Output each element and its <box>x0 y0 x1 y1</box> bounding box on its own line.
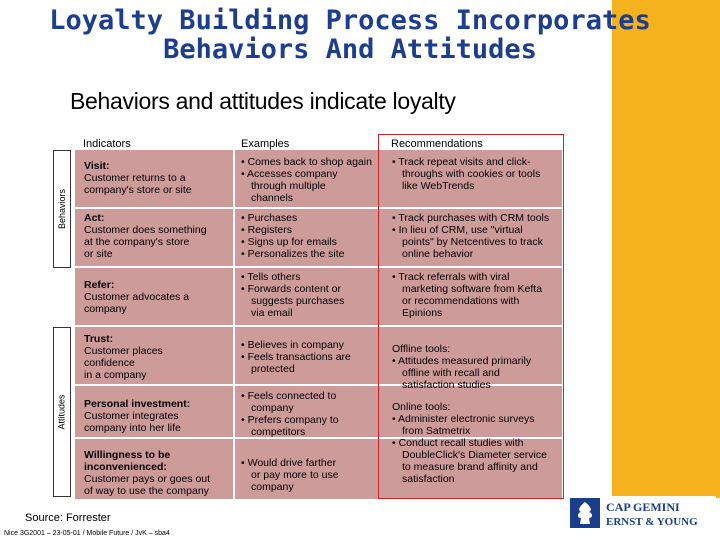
recommendations-offline: Offline tools: • Attitudes measured primarily offline with recall and satisfaction studies <box>392 343 532 391</box>
subtitle: Behaviors and attitudes indicate loyalty <box>70 88 456 114</box>
indicator-visit: Visit: Customer returns to a company's store or site <box>84 160 192 196</box>
examples-personal-investment: • Feels connected to company • Prefers company to competitors <box>241 390 339 438</box>
column-divider <box>233 150 235 499</box>
recommendations-header: Recommendations <box>391 138 483 150</box>
title-line-1: Loyalty Building Process Incorporates <box>49 5 651 36</box>
svg-text:ERNST & YOUNG: ERNST & YOUNG <box>606 516 698 528</box>
indicator-act: Act: Customer does something at the company's store or site <box>84 212 207 260</box>
recommendations-online: Online tools: • Administer electronic surveys from Satmetrix • Conduct recall studies with DoubleClick's Diameter service to measure brand affinity and satisfaction <box>392 401 547 485</box>
examples-trust: • Believes in company • Feels transactions are protected <box>241 339 351 375</box>
examples-willingness: • Would drive farther or pay more to use company <box>241 457 339 493</box>
indicators-header: Indicators <box>83 138 131 150</box>
examples-act: • Purchases • Registers • Signs up for emails • Personalizes the site <box>241 212 345 260</box>
footer-text: Nice 3G2001 – 23-05-01 / Mobile Future / JvK – sba4 <box>4 530 170 537</box>
recommendations-refer: • Track referrals with viral marketing software from Kefta or recommendations with Epinions <box>392 271 543 319</box>
recommendations-act: • Track purchases with CRM tools • In lieu of CRM, use "virtual points" by Netcentives to track online behavior <box>392 212 550 260</box>
logo-graphic <box>568 496 716 530</box>
accent-bar <box>612 0 720 498</box>
svg-text:CAP GEMINI: CAP GEMINI <box>606 500 680 514</box>
behaviors-side-label: Behaviors <box>53 150 71 268</box>
examples-visit: • Comes back to shop again • Accesses company through multiple channels <box>241 156 372 204</box>
indicator-trust: Trust: Customer places confidence in a company <box>84 333 163 381</box>
examples-header: Examples <box>241 138 290 150</box>
page-title <box>0 6 700 64</box>
indicator-willingness: Willingness to be inconvenienced: Customer pays or goes out of way to use the company <box>84 449 211 497</box>
indicator-personal-investment: Personal investment: Customer integrates company into her life <box>84 398 191 434</box>
cap-gemini-logo <box>568 496 716 530</box>
attitudes-side-label: Attitudes <box>53 327 71 497</box>
title-line-2: Behaviors And Attitudes <box>163 34 537 65</box>
source-note: Source: Forrester <box>25 512 111 524</box>
recommendations-visit: • Track repeat visits and click- throughs with cookies or tools like WebTrends <box>392 156 541 192</box>
indicator-refer: Refer: Customer advocates a company <box>84 279 190 315</box>
examples-refer: • Tells others • Forwards content or suggests purchases via email <box>241 271 345 319</box>
